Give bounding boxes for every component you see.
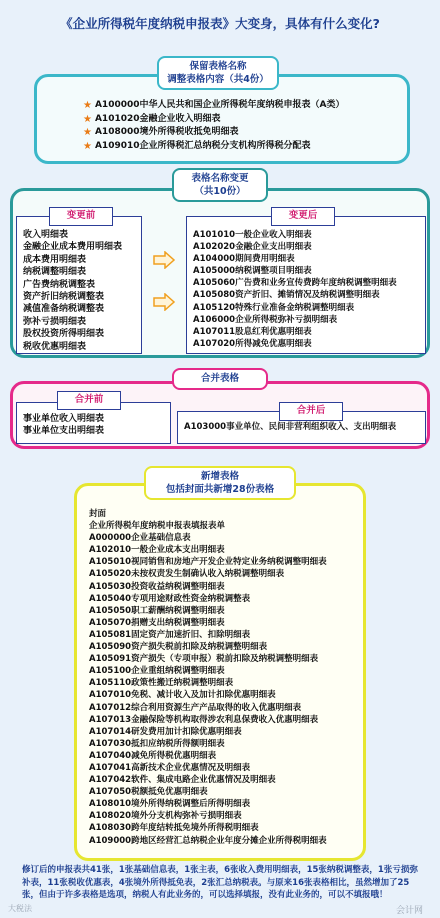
- list-item: ★ A101020金融企业收入明细表: [83, 113, 221, 125]
- renamed-section: [10, 188, 430, 358]
- merged-after-box: A103000事业单位、民间非营利组织收入、支出明细表: [177, 411, 426, 444]
- star-icon: ★: [83, 113, 92, 125]
- added-section: [74, 483, 366, 861]
- list-item: ★ A108000境外所得税收抵免明细表: [83, 127, 239, 138]
- renamed-before-box: 收入明细表 金融企业成本费用明细表 成本费用明细表 纳税调整明细表 广告费纳税调整表 资产折旧纳税调整表 减值准备纳税调整表 弥补亏损明细表 股权投资所得明细表 税收优惠明细表: [16, 216, 142, 354]
- renamed-after-box: A101010一般企业收入明细表 A102020金融企业支出明细表 A104000期间费用明细表 A105000纳税调整项目明细表 A105060广告费和业务宣传费跨年度纳税调整明细表 A105080资产折旧、摊销情况及纳税调整明细表 A105120特殊行业准备金纳税调整明细表 A106000企业所得税弥补亏损明细表 A107011股息红利优惠明细表 A107020所得减免优惠明细表: [186, 216, 426, 354]
- merged-label: 合并表格: [172, 368, 268, 390]
- star-icon: ★: [83, 127, 92, 138]
- retained-list: [83, 99, 344, 153]
- renamed-after-label: 变更后: [271, 207, 335, 226]
- merged-after-label: 合并后: [279, 402, 343, 421]
- added-label: 新增表格 包括封面共新增28份表格: [144, 466, 296, 500]
- merged-before-box: 事业单位收入明细表 事业单位支出明细表: [16, 402, 171, 444]
- page-title: 《企业所得税年度纳税申报表》大变身，具体有什么变化?: [60, 16, 380, 31]
- arrow-right-icon: [153, 293, 175, 311]
- star-icon: ★: [83, 140, 92, 152]
- list-item: ★ A100000中华人民共和国企业所得税年度纳税申报表（A类）: [83, 100, 345, 111]
- renamed-label: 表格名称变更 （共10份）: [172, 168, 268, 202]
- watermark-left: 大税法: [8, 904, 32, 913]
- list-item: ★ A109010企业所得税汇总纳税分支机构所得税分配表: [83, 140, 311, 152]
- added-list: 封面 企业所得税年度纳税申报表填报表单 A000000企业基础信息表 A102010一般企业成本支出明细表 A105010视同销售和房地产开发企业特定业务纳税调整明细表 A105020未按权责发生制确认收入纳税调整明细表 A105030投资收益纳税调整明细表 A105040专项用途财政性资金纳税调整表 A105050职工薪酬纳税调整明细表 A105070捐赠支出纳税调整明细表 A105081固定资产加速折旧、扣除明细表 A105090资产损失税前扣除及纳税调整明细表 A105091资产损失（专项申报）税前扣除及纳税调整明细表 A105100企业重组纳税调整明细表 A105110政策性搬迁纳税调整明细表 A107010免税、减计收入及加计扣除优惠明细表 A107012综合利用资源生产产品取得的收入优惠明细表 A107013金融保险等机构取得涉农利息保费收入优惠明细表 A107014研发费用加计扣除优惠明细表 A107030抵扣应纳税所得额明细表 A107040减免所得税优惠明细表 A107041高新技术企业优惠情况及明细表 A107042软件、集成电路企业优惠情况及明细表 A107050税额抵免优惠明细表 A108010境外所得纳税调整后所得明细表 A108020境外分支机构弥补亏损明细表 A108030跨年度结转抵免境外所得税明细表 A109000跨地区经营汇总纳税企业年度分摊企业所得税明细表: [89, 509, 327, 846]
- star-icon: ★: [83, 100, 92, 111]
- watermark-right: 会计网: [396, 906, 424, 916]
- arrow-right-icon: [153, 251, 175, 269]
- retained-label: 保留表格名称 调整表格内容（共4份）: [157, 56, 279, 90]
- merged-before-label: 合并前: [57, 391, 121, 410]
- renamed-before-label: 变更前: [49, 207, 113, 226]
- merged-section: [10, 381, 430, 449]
- summary-note: 修订后的申报表共41张，1张基础信息表，1张主表，6张收入费用明细表，15张纳税调整表，1张亏损弥补表，11张税收优惠表，4张境外所得抵免表，2张汇总纳税表。与原来16张表格相比，虽然增加了25张，但由于许多表格是选项，纳税人有此业务的，可以选择填报，没有此业务的，可以不填报哦！: [22, 865, 418, 900]
